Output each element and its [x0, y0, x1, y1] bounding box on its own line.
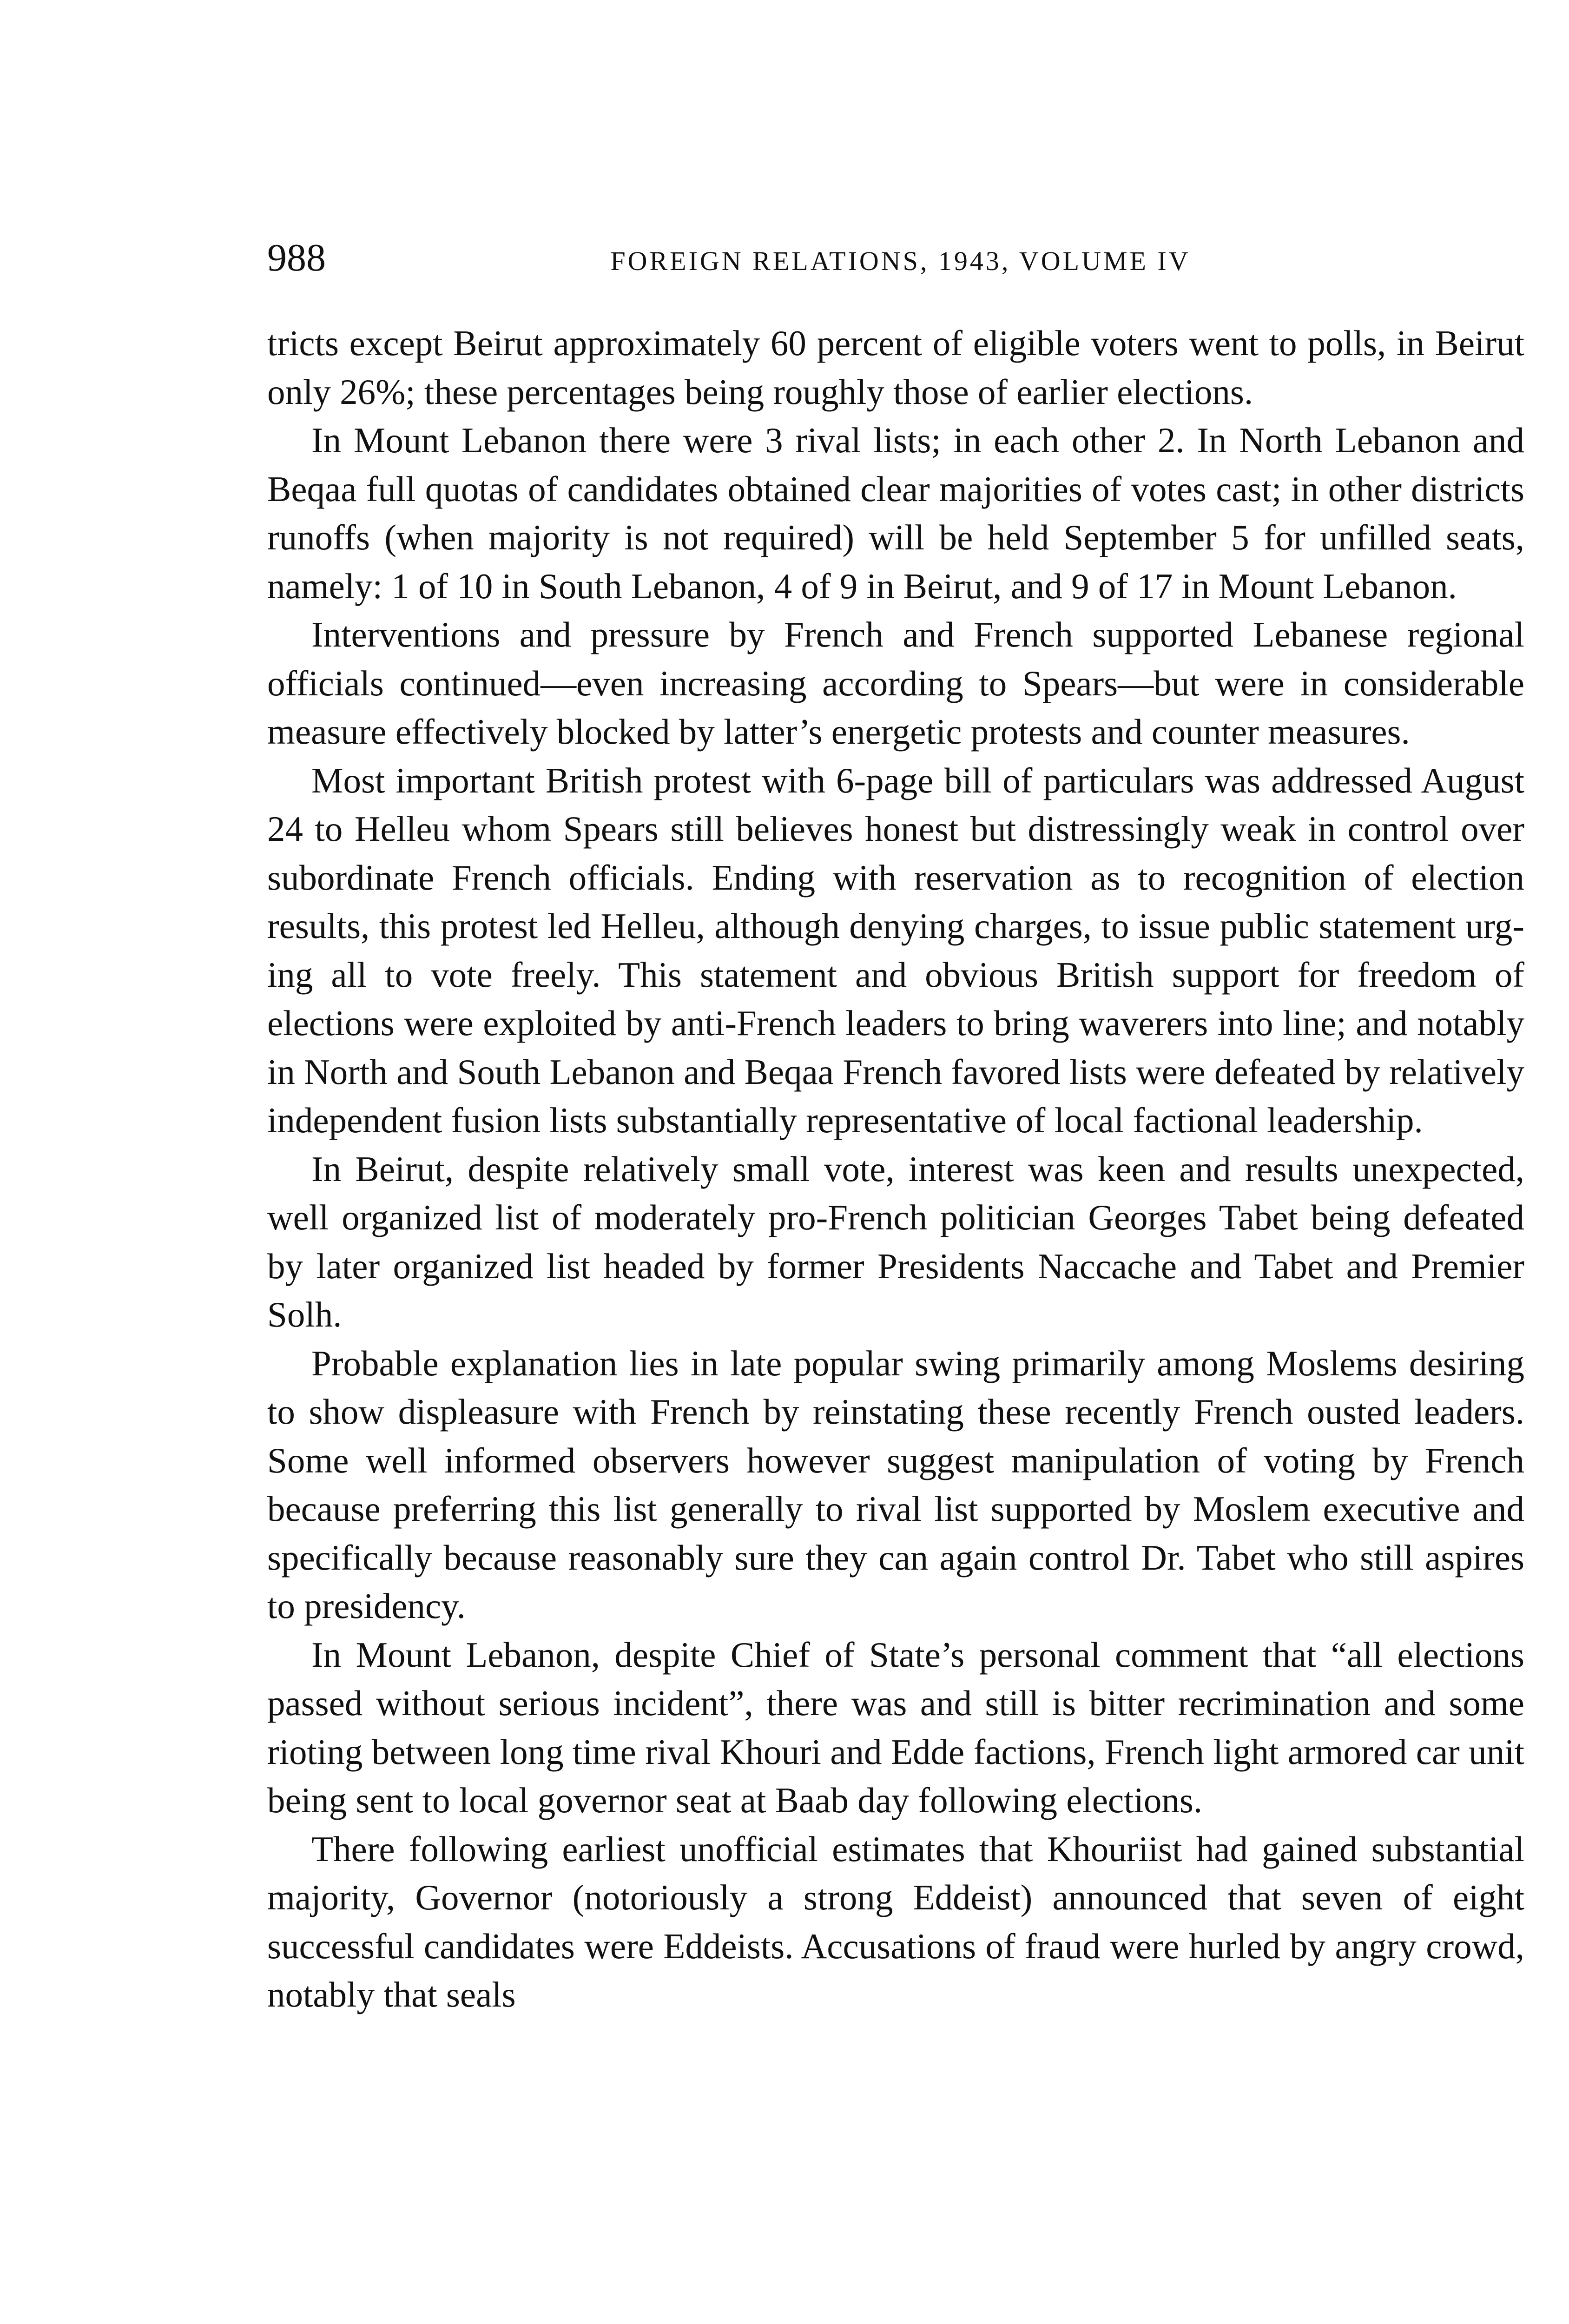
- page-header: [267, 232, 1524, 293]
- paragraph: In Mount Lebanon there were 3 rival lists; in each other 2. In North Lebanon and Beqaa full quotas of candidates obtained clear majorities of votes cast; in other districts runoffs (when majority is not required) will be held September 5 for unfilled seats, namely: 1 of 10 in South Lebanon, 4 of 9 in Beirut, and 9 of 17 in Mount Lebanon.: [267, 420, 1524, 606]
- paragraph: In Mount Lebanon, despite Chief of State’s personal comment that “all elections passed without serious incident”, there was and still is bitter recrimination and some rioting between long time rival Khouri and Edde factions, French light armored car unit being sent to local governor seat at Baab day following elections.: [267, 1634, 1524, 1820]
- paragraph: Most important British protest with 6-page bill of particulars was addressed August 24 to Helleu whom Spears still believes honest but distressingly weak in control over subordinate French officials. Ending with reservation as to recognition of election results, this protest led Helleu, although denying charges, to issue public statement urging all to vote freely. This statement and obvious British support for freedom of elections were exploited by anti-French leaders to bring waverers into line; and notably in North and South Lebanon and Beqaa French favored lists were defeated by relatively independent fusion lists substantially representative of local factional leadership.: [267, 760, 1524, 1140]
- paragraph: In Beirut, despite relatively small vote, interest was keen and results unexpected, well organized list of moderately pro-French politician Georges Tabet being defeated by later organized list headed by former Presidents Naccache and Tabet and Premier Solh.: [267, 1149, 1524, 1334]
- paragraph: There following earliest unofficial estimates that Khouriist had gained substantial majority, Governor (notoriously a strong Eddeist) announced that seven of eight successful candidates were Eddeists. Accusations of fraud were hurled by angry crowd, notably that seals: [267, 1829, 1524, 2014]
- document-page: [267, 232, 1524, 2019]
- paragraph-continued: tricts except Beirut approximately 60 percent of eligible voters went to polls, in Beirut only 26%; these percentages being roughly those of earlier elections.: [267, 323, 1524, 412]
- paragraph: Probable explanation lies in late popular swing primarily among Moslems desiring to show displeasure with French by reinstating these recently French ousted leaders. Some well informed observers however suggest manipulation of voting by French because preferring this list generally to rival list supported by Moslem executive and specifically because reasonably sure they can again control Dr. Tabet who still aspires to presidency.: [267, 1343, 1524, 1626]
- document-body: [267, 319, 1524, 2019]
- running-head: FOREIGN RELATIONS, 1943, VOLUME IV: [610, 246, 1191, 276]
- page-number: 988: [267, 236, 326, 279]
- paragraph: Interventions and pressure by French and French supported Lebanese regional officials continued—even increasing according to Spears—but were in considerable measure effectively blocked by latter’s energetic protests and counter measures.: [267, 614, 1524, 752]
